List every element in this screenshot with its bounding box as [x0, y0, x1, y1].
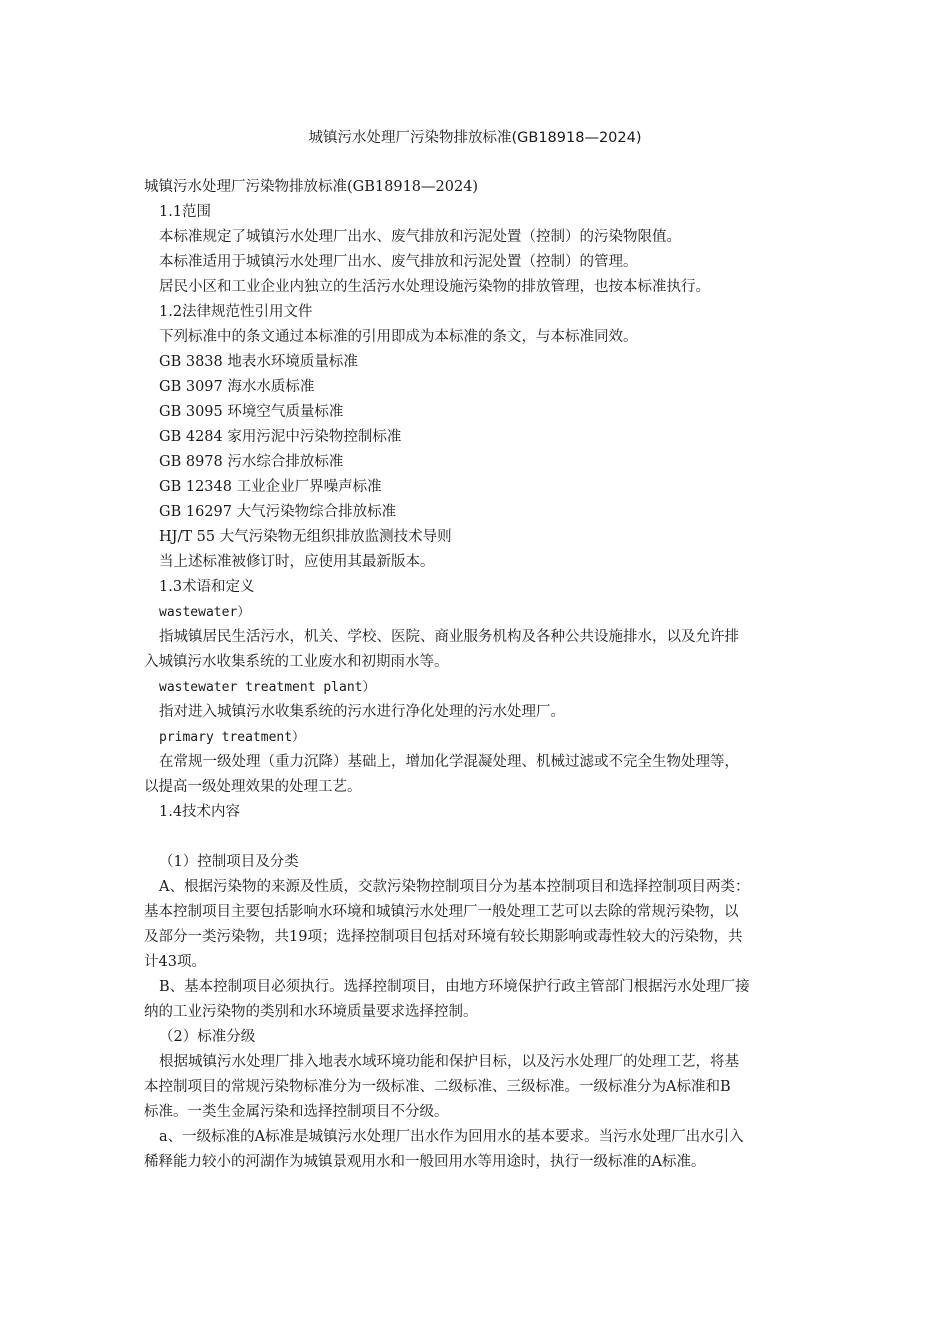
blank-line — [144, 825, 808, 850]
reference-item: GB 16297 大气污染物综合排放标准 — [159, 504, 397, 520]
text-line: 以提高一级处理效果的处理工艺。 — [144, 779, 362, 795]
section-heading: 1.2法律规范性引用文件 — [159, 304, 313, 320]
text-line: 标准。一类生金属污染和选择控制项目不分级。 — [144, 1104, 449, 1120]
document-title: 城镇污水处理厂污染物排放标准(GB18918—2024) — [308, 130, 642, 146]
text-line: 本标准适用于城镇污水处理厂出水、废气排放和污泥处置（控制）的管理。 — [159, 254, 638, 270]
text-line: 基本控制项目主要包括影响水环境和城镇污水处理厂一般处理工艺可以去除的常规污染物，以 — [144, 904, 739, 920]
text-line: 根据城镇污水处理厂排入地表水域环境功能和保护目标，以及污水处理厂的处理工艺，将基 — [159, 1054, 739, 1070]
text-line: 居民小区和工业企业内独立的生活污水处理设施污染物的排放管理，也按本标准执行。 — [159, 279, 710, 295]
text-line: 城镇污水处理厂污染物排放标准(GB18918—2024) — [144, 179, 479, 195]
reference-item: GB 3095 环境空气质量标准 — [159, 404, 344, 420]
text-line: 当上述标准被修订时，应使用其最新版本。 — [159, 554, 435, 570]
text-line: a、一级标准的A标准是城镇污水处理厂出水作为回用水的基本要求。当污水处理厂出水引入 — [159, 1129, 744, 1145]
term-english: primary treatment） — [159, 730, 306, 745]
term-english: wastewater） — [159, 605, 251, 620]
text-line: 稀释能力较小的河湖作为城镇景观用水和一般回用水等用途时，执行一级标准的A标准。 — [144, 1154, 706, 1170]
text-line: 纳的工业污染物的类别和水环境质量要求选择控制。 — [144, 1004, 478, 1020]
text-line: 在常规一级处理（重力沉降）基础上，增加化学混凝处理、机械过滤或不完全生物处理等， — [159, 754, 739, 770]
text-line: 本控制项目的常规污染物标准分为一级标准、二级标准、三级标准。一级标准分为A标准和B — [144, 1079, 731, 1095]
text-line: 指对进入城镇污水收集系统的污水进行净化处理的污水处理厂。 — [159, 704, 565, 720]
text-line: 入城镇污水收集系统的工业废水和初期雨水等。 — [144, 654, 449, 670]
section-heading: 1.3术语和定义 — [159, 579, 255, 595]
text-line: 下列标准中的条文通过本标准的引用即成为本标准的条文，与本标准同效。 — [159, 329, 638, 345]
reference-item: GB 3097 海水水质标准 — [159, 379, 315, 395]
reference-item: GB 8978 污水综合排放标准 — [159, 454, 344, 470]
document-body — [144, 175, 808, 1175]
subsection-heading: （1）控制项目及分类 — [159, 854, 299, 870]
text-line: 指城镇居民生活污水，机关、学校、医院、商业服务机构及各种公共设施排水，以及允许排 — [159, 629, 739, 645]
section-heading: 1.1范围 — [159, 204, 212, 220]
reference-item: GB 3838 地表水环境质量标准 — [159, 354, 358, 370]
text-line: B、基本控制项目必须执行。选择控制项目，由地方环境保护行政主管部门根据污水处理厂接 — [159, 979, 750, 995]
term-english: wastewater treatment plant） — [159, 680, 376, 695]
text-line: A、根据污染物的来源及性质，交款污染物控制项目分为基本控制项目和选择控制项目两类： — [159, 879, 750, 895]
text-line: 本标准规定了城镇污水处理厂出水、废气排放和污泥处置（控制）的污染物限值。 — [159, 229, 681, 245]
reference-item: GB 4284 家用污泥中污染物控制标准 — [159, 429, 402, 445]
reference-item: GB 12348 工业企业厂界噪声标准 — [159, 479, 382, 495]
reference-item: HJ/T 55 大气污染物无组织排放监测技术导则 — [159, 529, 452, 545]
section-heading: 1.4技术内容 — [159, 804, 241, 820]
subsection-heading: （2）标准分级 — [159, 1029, 256, 1045]
text-line: 及部分一类污染物，共19项；选择控制项目包括对环境有较长期影响或毒性较大的污染物，共 — [144, 929, 743, 945]
text-line: 计43项。 — [144, 954, 206, 970]
